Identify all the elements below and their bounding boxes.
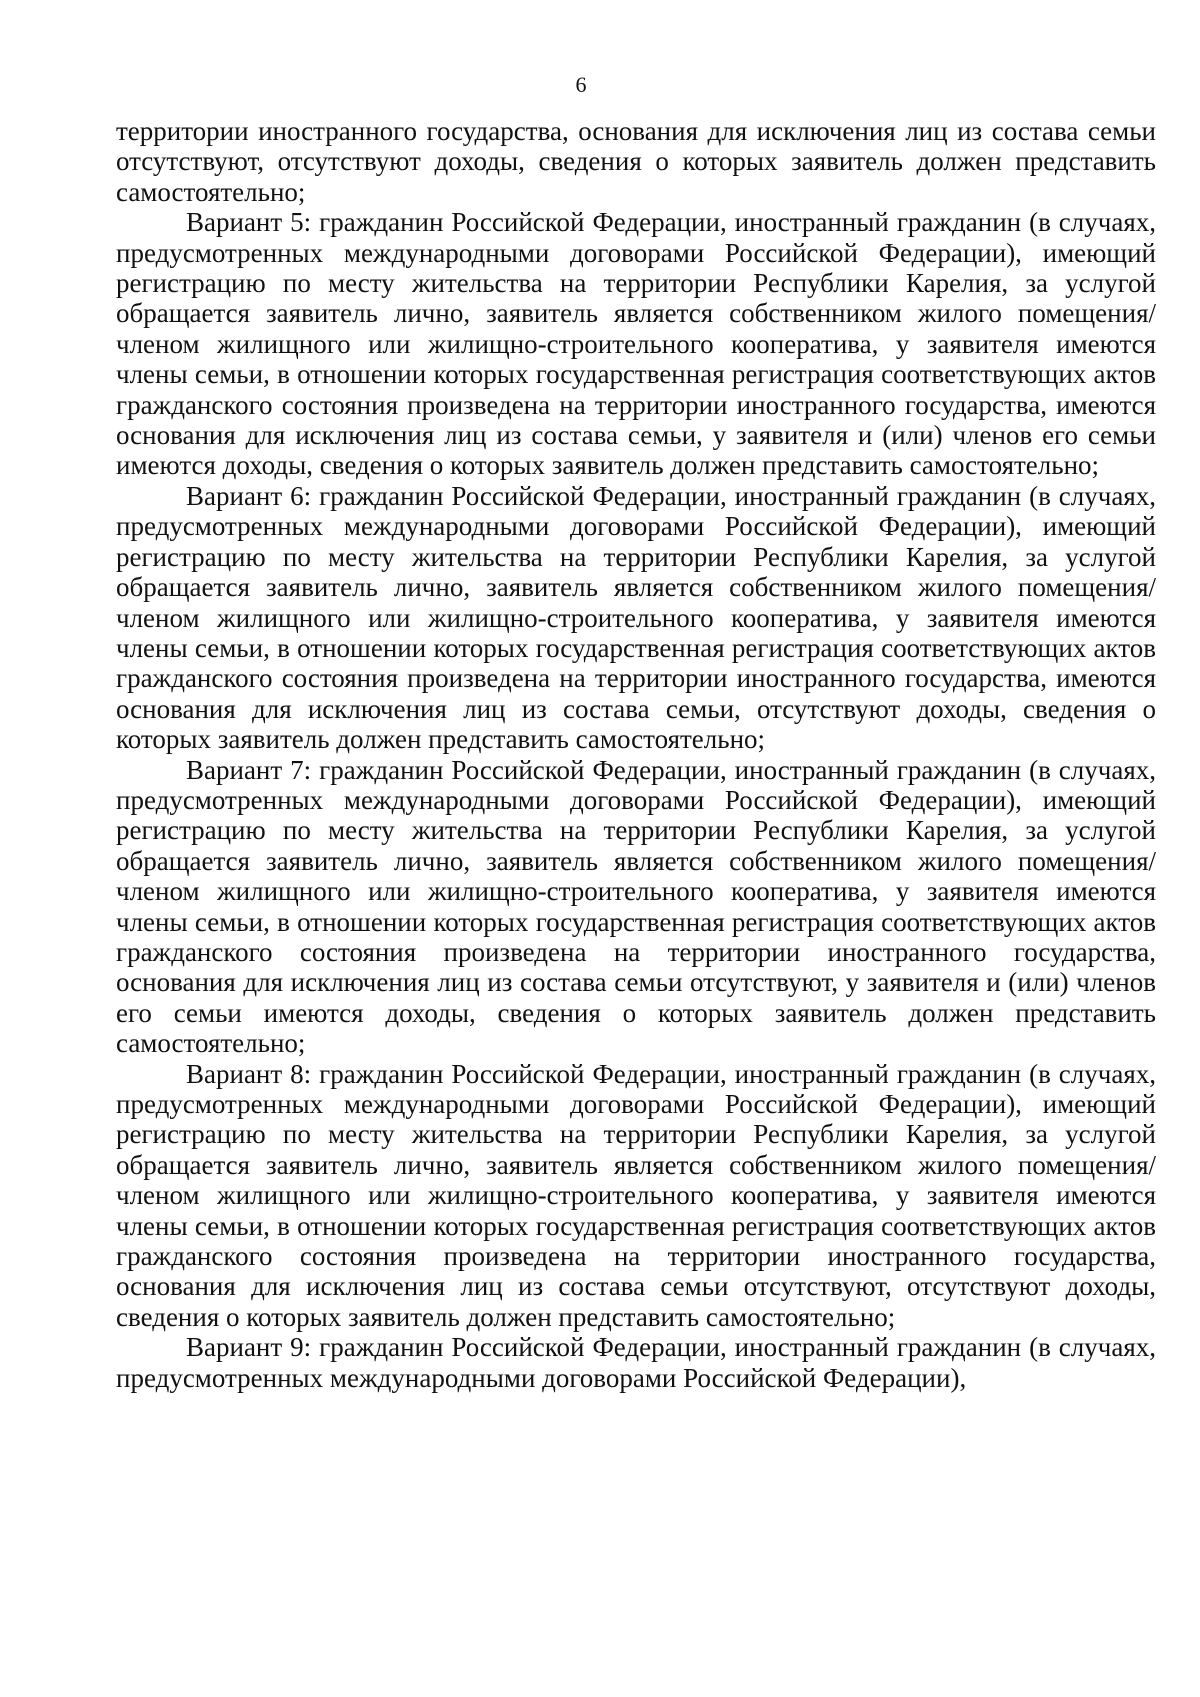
paragraph-variant-5: Вариант 5: гражданин Российской Федерации, иностранный гражданин (в случаях, предусмотренных международными договорами Российской Федерации), имеющий регистрацию по месту жительства на территории Республики Карелия, за услугой обращается заявитель лично, заявитель является собственником жилого помещения/членом жилищного или жилищно-строительного кооператива, у заявителя имеются члены семьи, в отношении которых государственная регистрация соответствующих актов гражданского состояния произведена на территории иностранного государства, имеются основания для исключения лиц из состава семьи, у заявителя и (или) членов его семьи имеются доходы, сведения о которых заявитель должен представить самостоятельно; [116,207,1156,481]
paragraph-variant-9: Вариант 9: гражданин Российской Федерации, иностранный гражданин (в случаях, предусмотренных международными договорами Российской Федерации), [116,1332,1156,1393]
paragraph-variant-8: Вариант 8: гражданин Российской Федерации, иностранный гражданин (в случаях, предусмотренных международными договорами Российской Федерации), имеющий регистрацию по месту жительства на территории Республики Карелия, за услугой обращается заявитель лично, заявитель является собственником жилого помещения/членом жилищного или жилищно-строительного кооператива, у заявителя имеются члены семьи, в отношении которых государственная регистрация соответствующих актов гражданского состояния произведена на территории иностранного государства, основания для исключения лиц из состава семьи отсутствуют, отсутствуют доходы, сведения о которых заявитель должен представить самостоятельно; [116,1058,1156,1332]
paragraph-variant-6: Вариант 6: гражданин Российской Федерации, иностранный гражданин (в случаях, предусмотренных международными договорами Российской Федерации), имеющий регистрацию по месту жительства на территории Республики Карелия, за услугой обращается заявитель лично, заявитель является собственником жилого помещения/членом жилищного или жилищно-строительного кооператива, у заявителя имеются члены семьи, в отношении которых государственная регистрация соответствующих актов гражданского состояния произведена на территории иностранного государства, имеются основания для исключения лиц из состава семьи, отсутствуют доходы, сведения о которых заявитель должен представить самостоятельно; [116,480,1156,755]
page-number: 6 [575,72,587,97]
paragraph-continuation: территории иностранного государства, основания для исключения лиц из состава семьи отсутствуют, отсутствуют доходы, сведения о которых заявитель должен представить самостоятельно; [116,116,1156,207]
paragraph-variant-7: Вариант 7: гражданин Российской Федерации, иностранный гражданин (в случаях, предусмотренных международными договорами Российской Федерации), имеющий регистрацию по месту жительства на территории Республики Карелия, за услугой обращается заявитель лично, заявитель является собственником жилого помещения/членом жилищного или жилищно-строительного кооператива, у заявителя имеются члены семьи, в отношении которых государственная регистрация соответствующих актов гражданского состояния произведена на территории иностранного государства, основания для исключения лиц из состава семьи отсутствуют, у заявителя и (или) членов его семьи имеются доходы, сведения о которых заявитель должен представить самостоятельно; [116,754,1156,1059]
document-body [116,116,1156,1393]
